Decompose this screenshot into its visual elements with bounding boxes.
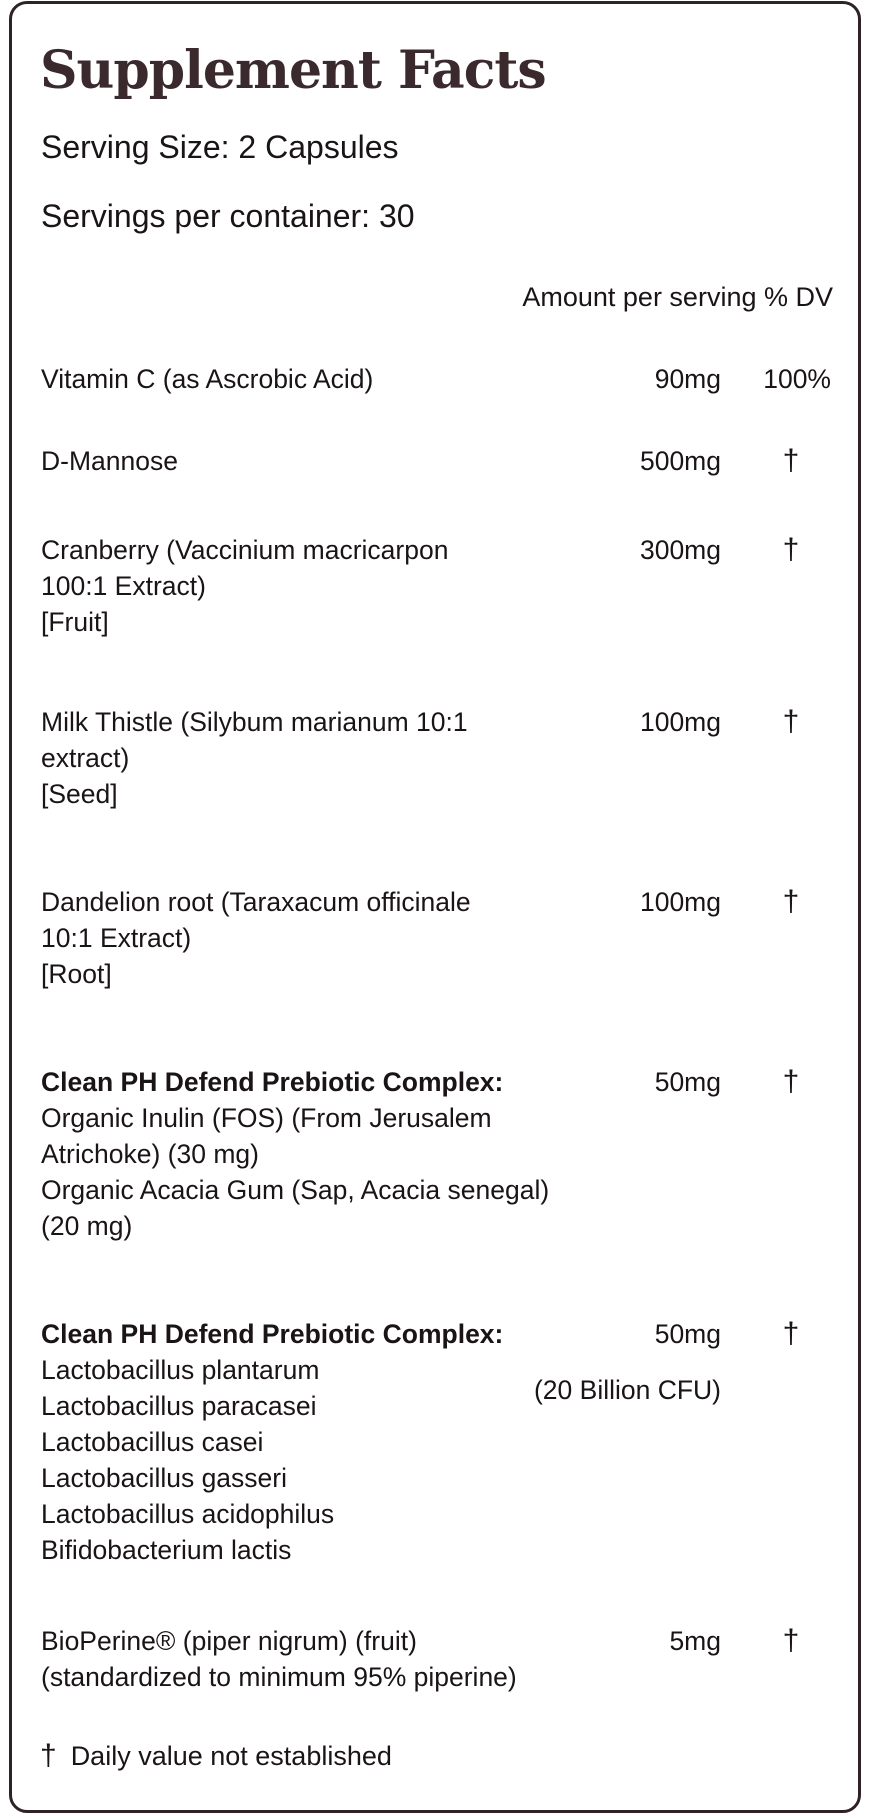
ingredient-line: Lactobacillus acidophilus xyxy=(41,1499,335,1529)
ingredient-line: Milk Thistle (Silybum marianum 10:1 xyxy=(41,707,468,737)
dagger-icon: † xyxy=(782,1065,800,1098)
ingredient-name xyxy=(41,704,621,812)
ingredient-name xyxy=(41,1064,621,1244)
footnote xyxy=(40,1738,392,1774)
dagger-icon: † xyxy=(782,885,800,918)
column-header: Amount per serving % DV xyxy=(522,282,833,312)
page-title: Supplement Facts xyxy=(40,40,546,101)
servings-per-container: Servings per container: 30 xyxy=(41,198,415,234)
ingredient-line: Organic Inulin (FOS) (From Jerusalem xyxy=(41,1103,492,1133)
ingredient-amount: 90mg xyxy=(654,364,721,394)
ingredient-name xyxy=(41,884,621,992)
ingredient-amount: 300mg xyxy=(639,535,721,565)
ingredient-line: (standardized to minimum 95% piperine) xyxy=(41,1662,517,1692)
ingredient-line: (20 mg) xyxy=(41,1211,133,1241)
ingredient-line: [Fruit] xyxy=(41,607,109,637)
dagger-icon: † xyxy=(782,444,800,477)
ingredient-line: Organic Acacia Gum (Sap, Acacia senegal) xyxy=(41,1175,550,1205)
ingredient-line: extract) xyxy=(41,743,130,773)
dagger-icon: † xyxy=(782,705,800,738)
ingredient-amount: 50mg xyxy=(654,1319,721,1349)
dagger-icon: † xyxy=(40,1739,57,1772)
ingredient-line: Dandelion root (Taraxacum officinale xyxy=(41,887,471,917)
ingredient-line: Lactobacillus casei xyxy=(41,1427,264,1457)
ingredient-line: Lactobacillus gasseri xyxy=(41,1463,287,1493)
ingredient-amount: 500mg xyxy=(639,446,721,476)
ingredient-amount: 50mg xyxy=(654,1067,721,1097)
serving-size: Serving Size: 2 Capsules xyxy=(41,129,399,165)
ingredient-amount-note: (20 Billion CFU) xyxy=(533,1375,721,1405)
ingredient-name xyxy=(41,1623,621,1695)
footnote-text: Daily value not established xyxy=(70,1741,392,1771)
ingredient-line: BioPerine® (piper nigrum) (fruit) xyxy=(41,1626,417,1656)
ingredient-line: Cranberry (Vaccinium macricarpon xyxy=(41,535,449,565)
ingredient-line: [Seed] xyxy=(41,779,118,809)
complex-heading: Clean PH Defend Prebiotic Complex: xyxy=(41,1067,504,1097)
ingredient-line: 100:1 Extract) xyxy=(41,571,206,601)
ingredient-line: Lactobacillus plantarum xyxy=(41,1355,320,1385)
ingredient-line: Vitamin C (as Ascrobic Acid) xyxy=(41,364,374,394)
ingredient-name xyxy=(41,532,621,640)
ingredient-line: 10:1 Extract) xyxy=(41,923,192,953)
ingredient-name xyxy=(41,443,621,479)
ingredient-name xyxy=(41,361,621,397)
dagger-icon: † xyxy=(782,533,800,566)
ingredient-line: D-Mannose xyxy=(41,446,178,476)
dagger-icon: † xyxy=(782,1624,800,1657)
ingredient-dv: 100% xyxy=(763,364,831,394)
ingredient-line: Bifidobacterium lactis xyxy=(41,1535,292,1565)
ingredient-amount: 5mg xyxy=(669,1626,721,1656)
ingredient-amount: 100mg xyxy=(639,707,721,737)
ingredient-line: [Root] xyxy=(41,959,112,989)
ingredient-name xyxy=(41,1316,621,1568)
complex-heading: Clean PH Defend Prebiotic Complex: xyxy=(41,1319,504,1349)
ingredient-line: Lactobacillus paracasei xyxy=(41,1391,317,1421)
ingredient-amount: 100mg xyxy=(639,887,721,917)
dagger-icon: † xyxy=(782,1317,800,1350)
ingredient-line: Atrichoke) (30 mg) xyxy=(41,1139,259,1169)
